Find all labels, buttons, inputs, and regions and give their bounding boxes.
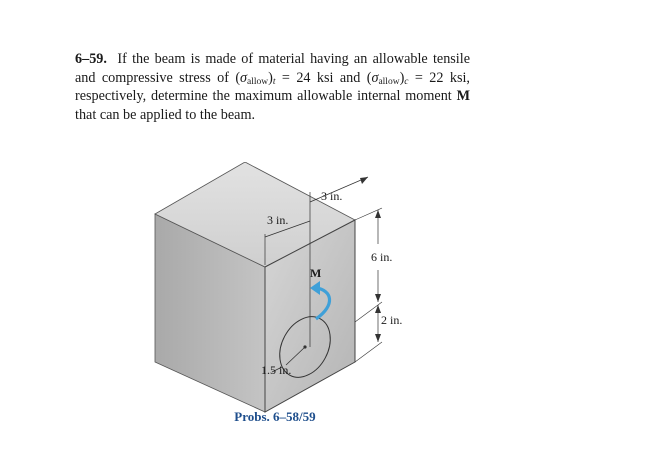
- dim-front-width: 3 in.: [267, 213, 289, 227]
- subscript-allow-2: allow: [378, 76, 400, 87]
- right-ext-bottom: [355, 342, 382, 362]
- problem-text-4: that can be applied to the beam.: [75, 106, 256, 123]
- sigma-symbol: σ: [240, 69, 248, 86]
- subscript-allow: allow: [247, 76, 269, 87]
- dim-6in-arrow-bottom: [375, 294, 381, 302]
- beam-diagram: [150, 162, 420, 417]
- problem-text-3: = 22 ksi, respectively, determine the maximum allowable internal moment: [75, 69, 470, 104]
- dim-height-lower: 2 in.: [381, 313, 403, 327]
- subscript-c: c: [404, 76, 409, 87]
- problem-text-1: If the beam is made of material having an allowable tensile and compressive stress of (: [75, 51, 470, 86]
- sigma-symbol-2: σ: [371, 69, 379, 86]
- dim-6in-arrow-top: [375, 210, 381, 218]
- problem-text-2: = 24 ksi and (: [275, 69, 372, 86]
- beam-figure: [150, 162, 420, 417]
- moment-label: M: [310, 266, 322, 280]
- top-dim-arrow: [360, 177, 368, 184]
- dim-radius: 1.5 in.: [261, 363, 292, 377]
- problem-number: 6–59.: [75, 51, 107, 67]
- dim-2in-arrow-bottom: [375, 334, 381, 342]
- dim-height-upper: 6 in.: [371, 250, 393, 264]
- moment-symbol: M: [456, 88, 470, 104]
- problem-statement: 6–59. If the beam is made of material having an allowable tensile and compressive stress of $(\sigma_{allow})_t = 24$ ksi and $(\sigma_{allow})_c = 22$ ksi, respectively, determine the maximum allowable internal moment M that can be applied to the beam.: [75, 51, 470, 123]
- dim-top-width: 3 in.: [321, 189, 343, 203]
- subscript-t: t: [272, 76, 276, 87]
- figure-caption: Probs. 6–58/59: [234, 409, 316, 424]
